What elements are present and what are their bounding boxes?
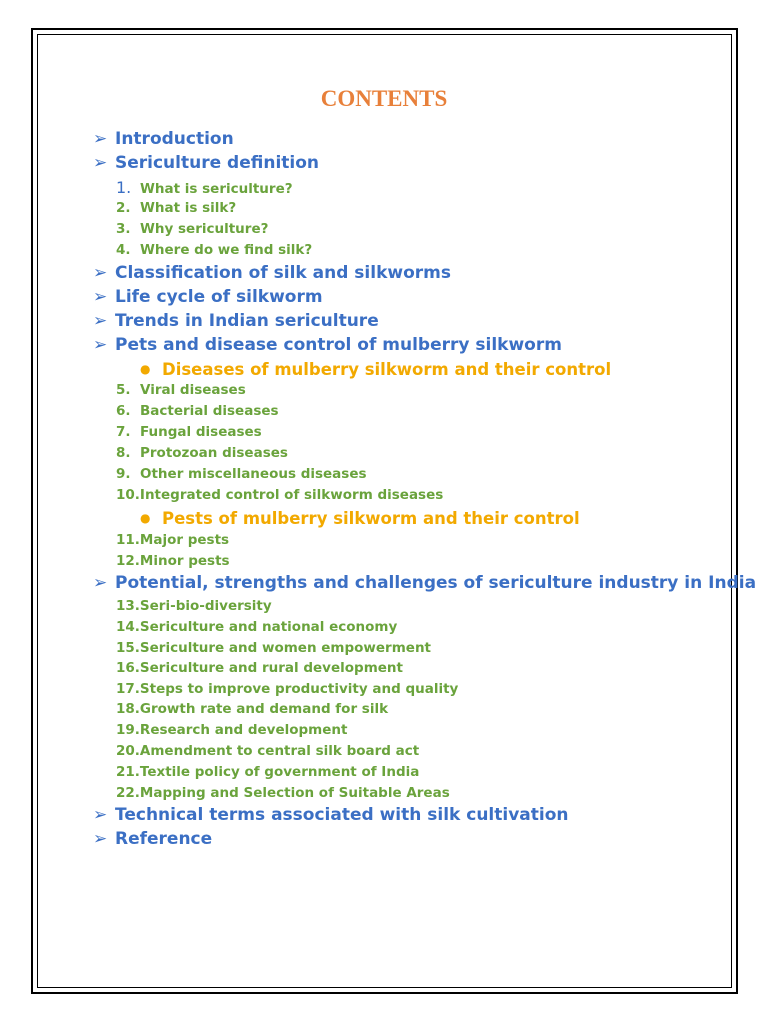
toc-subitem-number: 16. [116,660,140,676]
toc-subitem-number: 13. [116,598,140,614]
toc-heading [93,155,319,172]
toc-subitem-number: 12. [116,553,140,569]
toc-subitem-number: 9. [116,466,131,482]
toc-subitem-number: 1. [116,178,132,197]
contents-title: CONTENTS [320,86,448,111]
toc-subitem-number: 14. [116,619,140,635]
toc-subitem [116,244,312,258]
toc-heading [93,313,379,330]
toc-subitem-number: 2. [116,200,131,216]
arrow-bullet-icon: ➢ [93,153,108,173]
toc-subitem [116,724,347,738]
toc-subitem-label: Amendment to central silk board act [139,743,420,759]
toc-subitem [116,642,431,656]
toc-section-label: Diseases of mulberry silkworm and their control [162,360,612,379]
toc-subitem-label: Integrated control of silkworm diseases [139,487,444,503]
toc-subitem [116,180,293,197]
toc-subitem-label: Steps to improve productivity and quality [139,681,459,697]
toc-subitem-label: Protozoan diseases [140,445,288,461]
toc-subitem [116,683,458,697]
toc-subitem-label: Viral diseases [140,382,246,398]
toc-heading-label: Technical terms associated with silk cultivation [115,805,569,825]
arrow-bullet-icon: ➢ [93,805,108,825]
toc-subitem-label: Research and development [139,722,348,738]
toc-heading [93,131,234,148]
dot-bullet-icon: ● [140,511,151,525]
toc-subitem-label: What is sericulture? [140,181,293,197]
toc-subitem-number: 11. [116,532,140,548]
arrow-bullet-icon: ➢ [93,287,108,307]
toc-section [140,362,611,379]
toc-section-label: Pests of mulberry silkworm and their control [162,509,580,528]
toc-subitem [116,600,272,614]
toc-subitem-label: Sericulture and national economy [139,619,398,635]
toc-subitem-number: 21. [116,764,140,780]
toc-subitem [116,384,246,398]
toc-subitem-label: Textile policy of government of India [139,764,420,780]
toc-subitem-label: Seri-bio-diversity [139,598,272,614]
toc-subitem [116,202,236,216]
toc-heading [93,575,756,592]
toc-heading-label: Classification of silk and silkworms [115,263,451,283]
toc-subitem-number: 10. [116,487,140,503]
toc-subitem-label: Sericulture and women empowerment [139,640,432,656]
arrow-bullet-icon: ➢ [93,311,108,331]
toc-subitem-number: 22. [116,785,140,801]
toc-subitem-number: 19. [116,722,140,738]
toc-subitem [116,766,419,780]
toc-subitem-label: Major pests [139,532,230,548]
toc-heading-label: Introduction [115,129,234,149]
toc-subitem-number: 18. [116,701,140,717]
toc-subitem-number: 4. [116,242,131,258]
toc-section [140,511,580,528]
toc-heading-label: Sericulture definition [115,153,320,173]
arrow-bullet-icon: ➢ [93,129,108,149]
toc-heading-label: Trends in Indian sericulture [115,311,379,331]
toc-subitem [116,534,229,548]
toc-subitem-label: Bacterial diseases [140,403,279,419]
toc-subitem [116,662,403,676]
toc-subitem-number: 17. [116,681,140,697]
toc-subitem-label: What is silk? [140,200,237,216]
toc-heading [93,807,569,824]
toc-subitem [116,555,230,569]
toc-heading-label: Reference [115,829,213,849]
toc-subitem-number: 5. [116,382,131,398]
toc-subitem [116,468,367,482]
toc-subitem-label: Where do we find silk? [140,242,313,258]
toc-subitem-label: Mapping and Selection of Suitable Areas [139,785,450,801]
toc-heading [93,289,323,306]
toc-subitem-number: 7. [116,424,131,440]
toc-heading [93,265,451,282]
toc-subitem-label: Sericulture and rural development [139,660,403,676]
arrow-bullet-icon: ➢ [93,573,108,593]
toc-subitem-number: 20. [116,743,140,759]
toc-heading-label: Pets and disease control of mulberry silkworm [115,335,562,355]
toc-subitem-number: 8. [116,445,131,461]
toc-subitem [116,223,268,237]
toc-subitem [116,426,262,440]
arrow-bullet-icon: ➢ [93,263,108,283]
toc-subitem-label: Minor pests [139,553,230,569]
arrow-bullet-icon: ➢ [93,335,108,355]
toc-subitem [116,745,419,759]
arrow-bullet-icon: ➢ [93,829,108,849]
toc-subitem [116,447,288,461]
toc-heading [93,831,212,848]
toc-subitem-label: Fungal diseases [140,424,262,440]
toc-subitem-label: Other miscellaneous diseases [140,466,367,482]
toc-subitem-number: 3. [116,221,131,237]
toc-subitem [116,621,397,635]
toc-subitem [116,405,279,419]
toc-subitem-number: 6. [116,403,131,419]
toc-subitem [116,703,388,717]
toc-subitem-number: 15. [116,640,140,656]
toc-subitem [116,489,443,503]
toc-subitem-label: Growth rate and demand for silk [139,701,389,717]
dot-bullet-icon: ● [140,362,151,376]
toc-heading-label: Life cycle of silkworm [115,287,323,307]
toc-heading [93,337,562,354]
toc-subitem [116,787,450,801]
toc-subitem-label: Why sericulture? [140,221,269,237]
toc-heading-label: Potential, strengths and challenges of sericulture industry in India [115,573,757,593]
